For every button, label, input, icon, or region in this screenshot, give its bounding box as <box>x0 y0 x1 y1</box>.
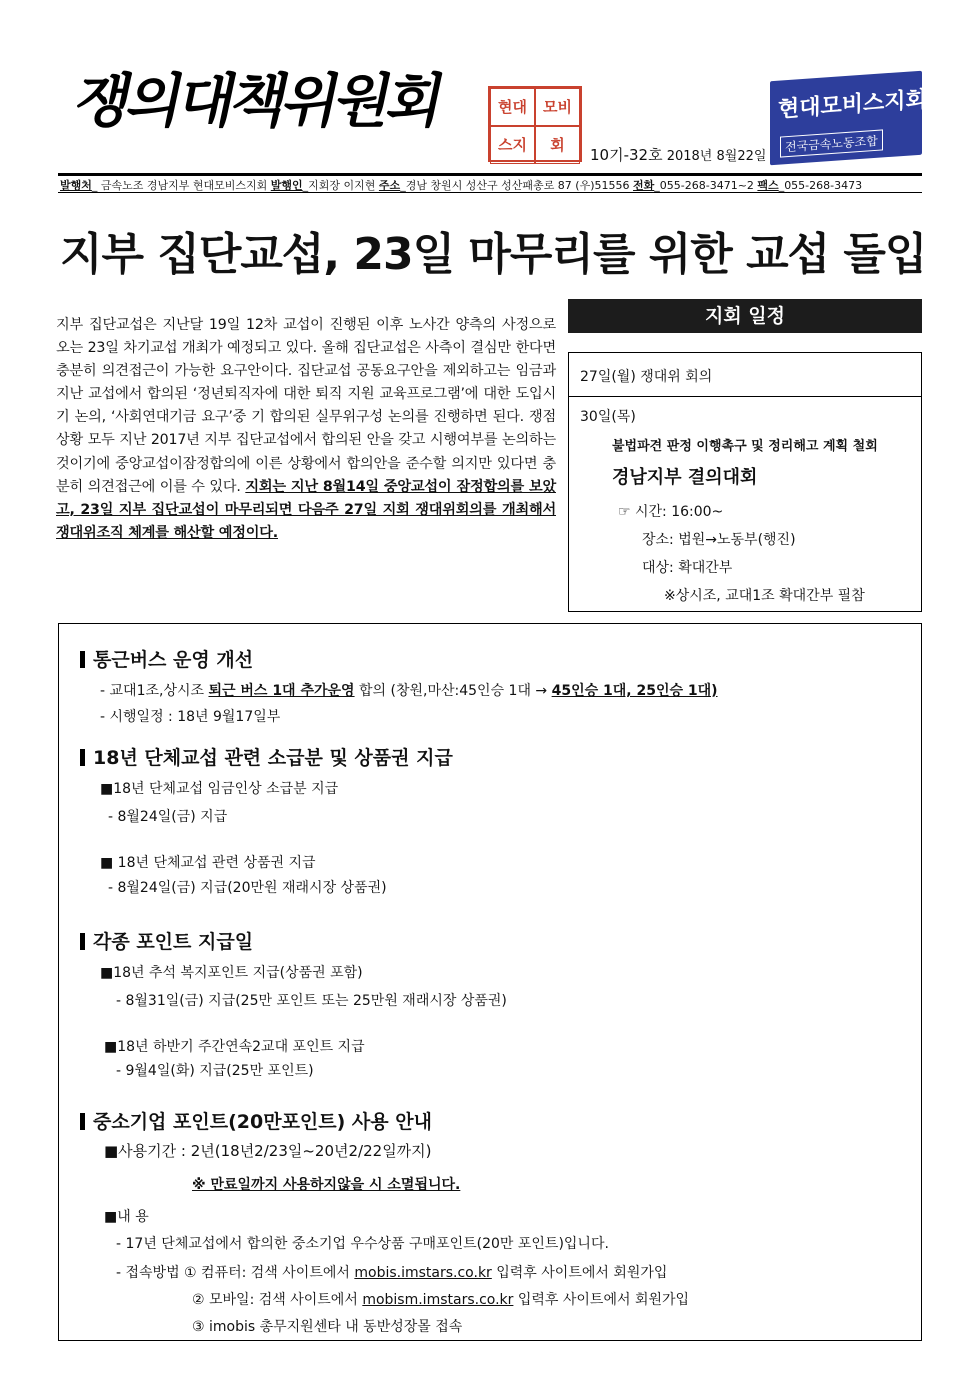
schedule-target: 대상: 확대간부 <box>642 560 733 576</box>
schedule-item-2-title: 경남지부 결의대회 <box>612 467 758 488</box>
bus-addition: 퇴근 버스 1대 추가운영 <box>208 683 355 699</box>
bonus-line-4: - 8월24일(금) 지급(20만원 재래시장 상품권) <box>108 880 387 896</box>
points-line-1: ■18년 추석 복지포인트 지급(상품권 포함) <box>100 965 363 981</box>
points-line-2: - 8월31일(금) 지급(25만 포인트 또는 25만원 재래시장 상품권) <box>116 993 507 1009</box>
section-marker <box>80 749 85 766</box>
schedule-item-1: 27일(월) 쟁대위 회의 <box>580 369 713 385</box>
access-mobile-text: ② 모바일: 검색 사이트에서 <box>192 1292 363 1308</box>
section-sme-title <box>80 1107 432 1134</box>
issuer: _지회장 이지현 <box>302 179 379 192</box>
access-pc-suffix: 입력후 사이트에서 회원가입 <box>491 1265 668 1281</box>
address-label: 주소 <box>378 179 401 192</box>
flag-union: 전국금속노동조합 <box>780 129 883 157</box>
publisher-label: 발행처 <box>60 179 92 192</box>
issuer-label: 발행인 <box>270 179 303 192</box>
schedule-header: 지회 일정 <box>568 299 922 333</box>
masthead-rule <box>58 173 922 176</box>
bonus-line-1: ■18년 단체교섭 임금인상 소급분 지급 <box>100 781 339 797</box>
phone: _055-268-3471~2 <box>654 179 758 192</box>
sme-period: ■사용기간 : 2년(18년2/23일~20년2/22일까지) <box>104 1142 432 1160</box>
pc-site-link[interactable]: mobis.imstars.co.kr <box>354 1265 492 1281</box>
sme-contents-label: ■내 용 <box>104 1209 149 1225</box>
schedule-time: ☞ 시간: 16:00~ <box>618 504 724 520</box>
sme-description: - 17년 단체교섭에서 합의한 중소기업 우수상품 구매포인트(20만 포인트)입니다. <box>116 1236 609 1252</box>
publisher-info <box>60 177 862 193</box>
publisher: _ 금속노조 경남지부 현대모비스지회 <box>91 179 271 192</box>
union-seal <box>488 86 582 162</box>
fax-label: 팩스 <box>757 179 779 192</box>
section-title-text: 각종 포인트 지급일 <box>93 931 254 953</box>
sme-expiry-note: ※ 만료일까지 사용하지않을 시 소멸됩니다. <box>192 1177 461 1193</box>
article-paragraph: 지부 집단교섭은 지난달 19일 12차 교섭이 진행된 이후 노사간 양측의 사정으로 오는 23일 차기교섭 개최가 예정되고 있다. 올해 집단교섭은 사측이 결심만 한다면 충분히 의견접근이 가능한 요구안이다. 집단교섭 공동요구안을 제외하고는 임금과 지난 교섭에서 합의된 ‘정년퇴직자에 대한 퇴직 지원 교육프로그램’에 대한 도입시기 논의, ‘사회연대기금 요구’중 기 합의된 실무위구성 논의를 진행하면 된다. 쟁점상황 모두 지난 2017년 지부 집단교섭에서 합의된 안을 갖고 시행여부를 논의하는 것이기에 중앙교섭이잠정합의에 이른 상황에서 합의안을 준수할 의지만 있다면 충분히 의견접근에 이를 수 있다. <box>56 317 556 495</box>
points-line-3: ■18년 하반기 주간연속2교대 포인트 지급 <box>104 1039 365 1055</box>
bonus-line-2: - 8월24일(금) 지급 <box>108 809 228 825</box>
bus-new-config: 45인승 1대, 25인승 1대) <box>551 683 718 699</box>
dash: - <box>100 683 110 699</box>
bonus-line-3: ■ 18년 단체교섭 관련 상품권 지급 <box>100 855 316 871</box>
bus-line-2: - 시행일정 : 18년 9월17일부 <box>100 709 281 725</box>
phone-label: 전화 <box>633 179 655 192</box>
headline: 지부 집단교섭, 23일 마무리를 위한 교섭 돌입 <box>60 229 927 280</box>
schedule-row-1 <box>568 352 922 397</box>
seal-char: 스지 <box>490 126 535 164</box>
schedule-place: 장소: 법원→노동부(행진) <box>642 532 796 548</box>
mobile-site-link[interactable]: mobism.imstars.co.kr <box>362 1292 514 1308</box>
bus-agreement: 합의 (창원,마산:45인승 1대 → <box>354 683 552 699</box>
section-marker <box>80 1113 85 1130</box>
issue-date: 2018년 8월22일 <box>666 149 767 164</box>
schedule-item-2-sub: 불법파견 판정 이행촉구 및 정리해고 계획 철회 <box>612 439 878 454</box>
seal-char: 모비 <box>535 88 580 126</box>
section-title-text: 중소기업 포인트(20만포인트) 사용 안내 <box>93 1111 432 1133</box>
issue-info <box>590 144 766 165</box>
union-flag-logo <box>770 71 927 166</box>
section-bus-title <box>80 645 253 672</box>
section-title-text: 통근버스 운영 개선 <box>93 649 254 671</box>
schedule-item-2-date: 30일(목) <box>580 409 636 425</box>
article-body <box>56 314 556 545</box>
section-title-text: 18년 단체교섭 관련 소급분 및 상품권 지급 <box>93 747 453 769</box>
bus-target: 교대1조,상시조 <box>109 683 209 699</box>
section-marker <box>80 933 85 950</box>
info-rule <box>58 192 922 193</box>
section-marker <box>80 651 85 668</box>
section-bonus-title <box>80 743 453 770</box>
newsletter-title: 쟁의대책위원회 <box>68 67 448 135</box>
points-line-4: - 9월4일(화) 지급(25만 포인트) <box>116 1063 314 1079</box>
issue-number: 10기-32호 <box>590 146 663 164</box>
article-emphasis: 지회는 지난 8월14일 중앙교섭이 잠정합의를 보았고, 23일 지부 집단교섭이 마무리되면 다음주 27일 지회 쟁대위회의를 개최해서 쟁대위조직 체계를 해산할 예정이다. <box>56 478 556 541</box>
flag-title: 현대모비스지회 <box>778 87 927 123</box>
access-mobile-suffix: 입력후 사이트에서 회원가입 <box>513 1292 690 1308</box>
fax: _055-268-3473 <box>778 179 863 192</box>
address: _경남 창원시 성산구 성산패총로 87 (우)51556 <box>400 179 634 192</box>
sme-access-pc <box>116 1262 667 1282</box>
access-pc-text: - 접속방법 ① 컴퓨터: 검색 사이트에서 <box>116 1265 355 1281</box>
bus-line-1 <box>100 680 718 700</box>
seal-char: 회 <box>535 126 580 164</box>
sme-access-imobis: ③ imobis 총무지원센타 내 동반성장몰 접속 <box>192 1319 463 1335</box>
sme-access-mobile <box>192 1289 689 1309</box>
section-points-title <box>80 927 253 954</box>
schedule-note: ※상시조, 교대1조 확대간부 필참 <box>664 588 865 604</box>
seal-char: 현대 <box>490 88 535 126</box>
